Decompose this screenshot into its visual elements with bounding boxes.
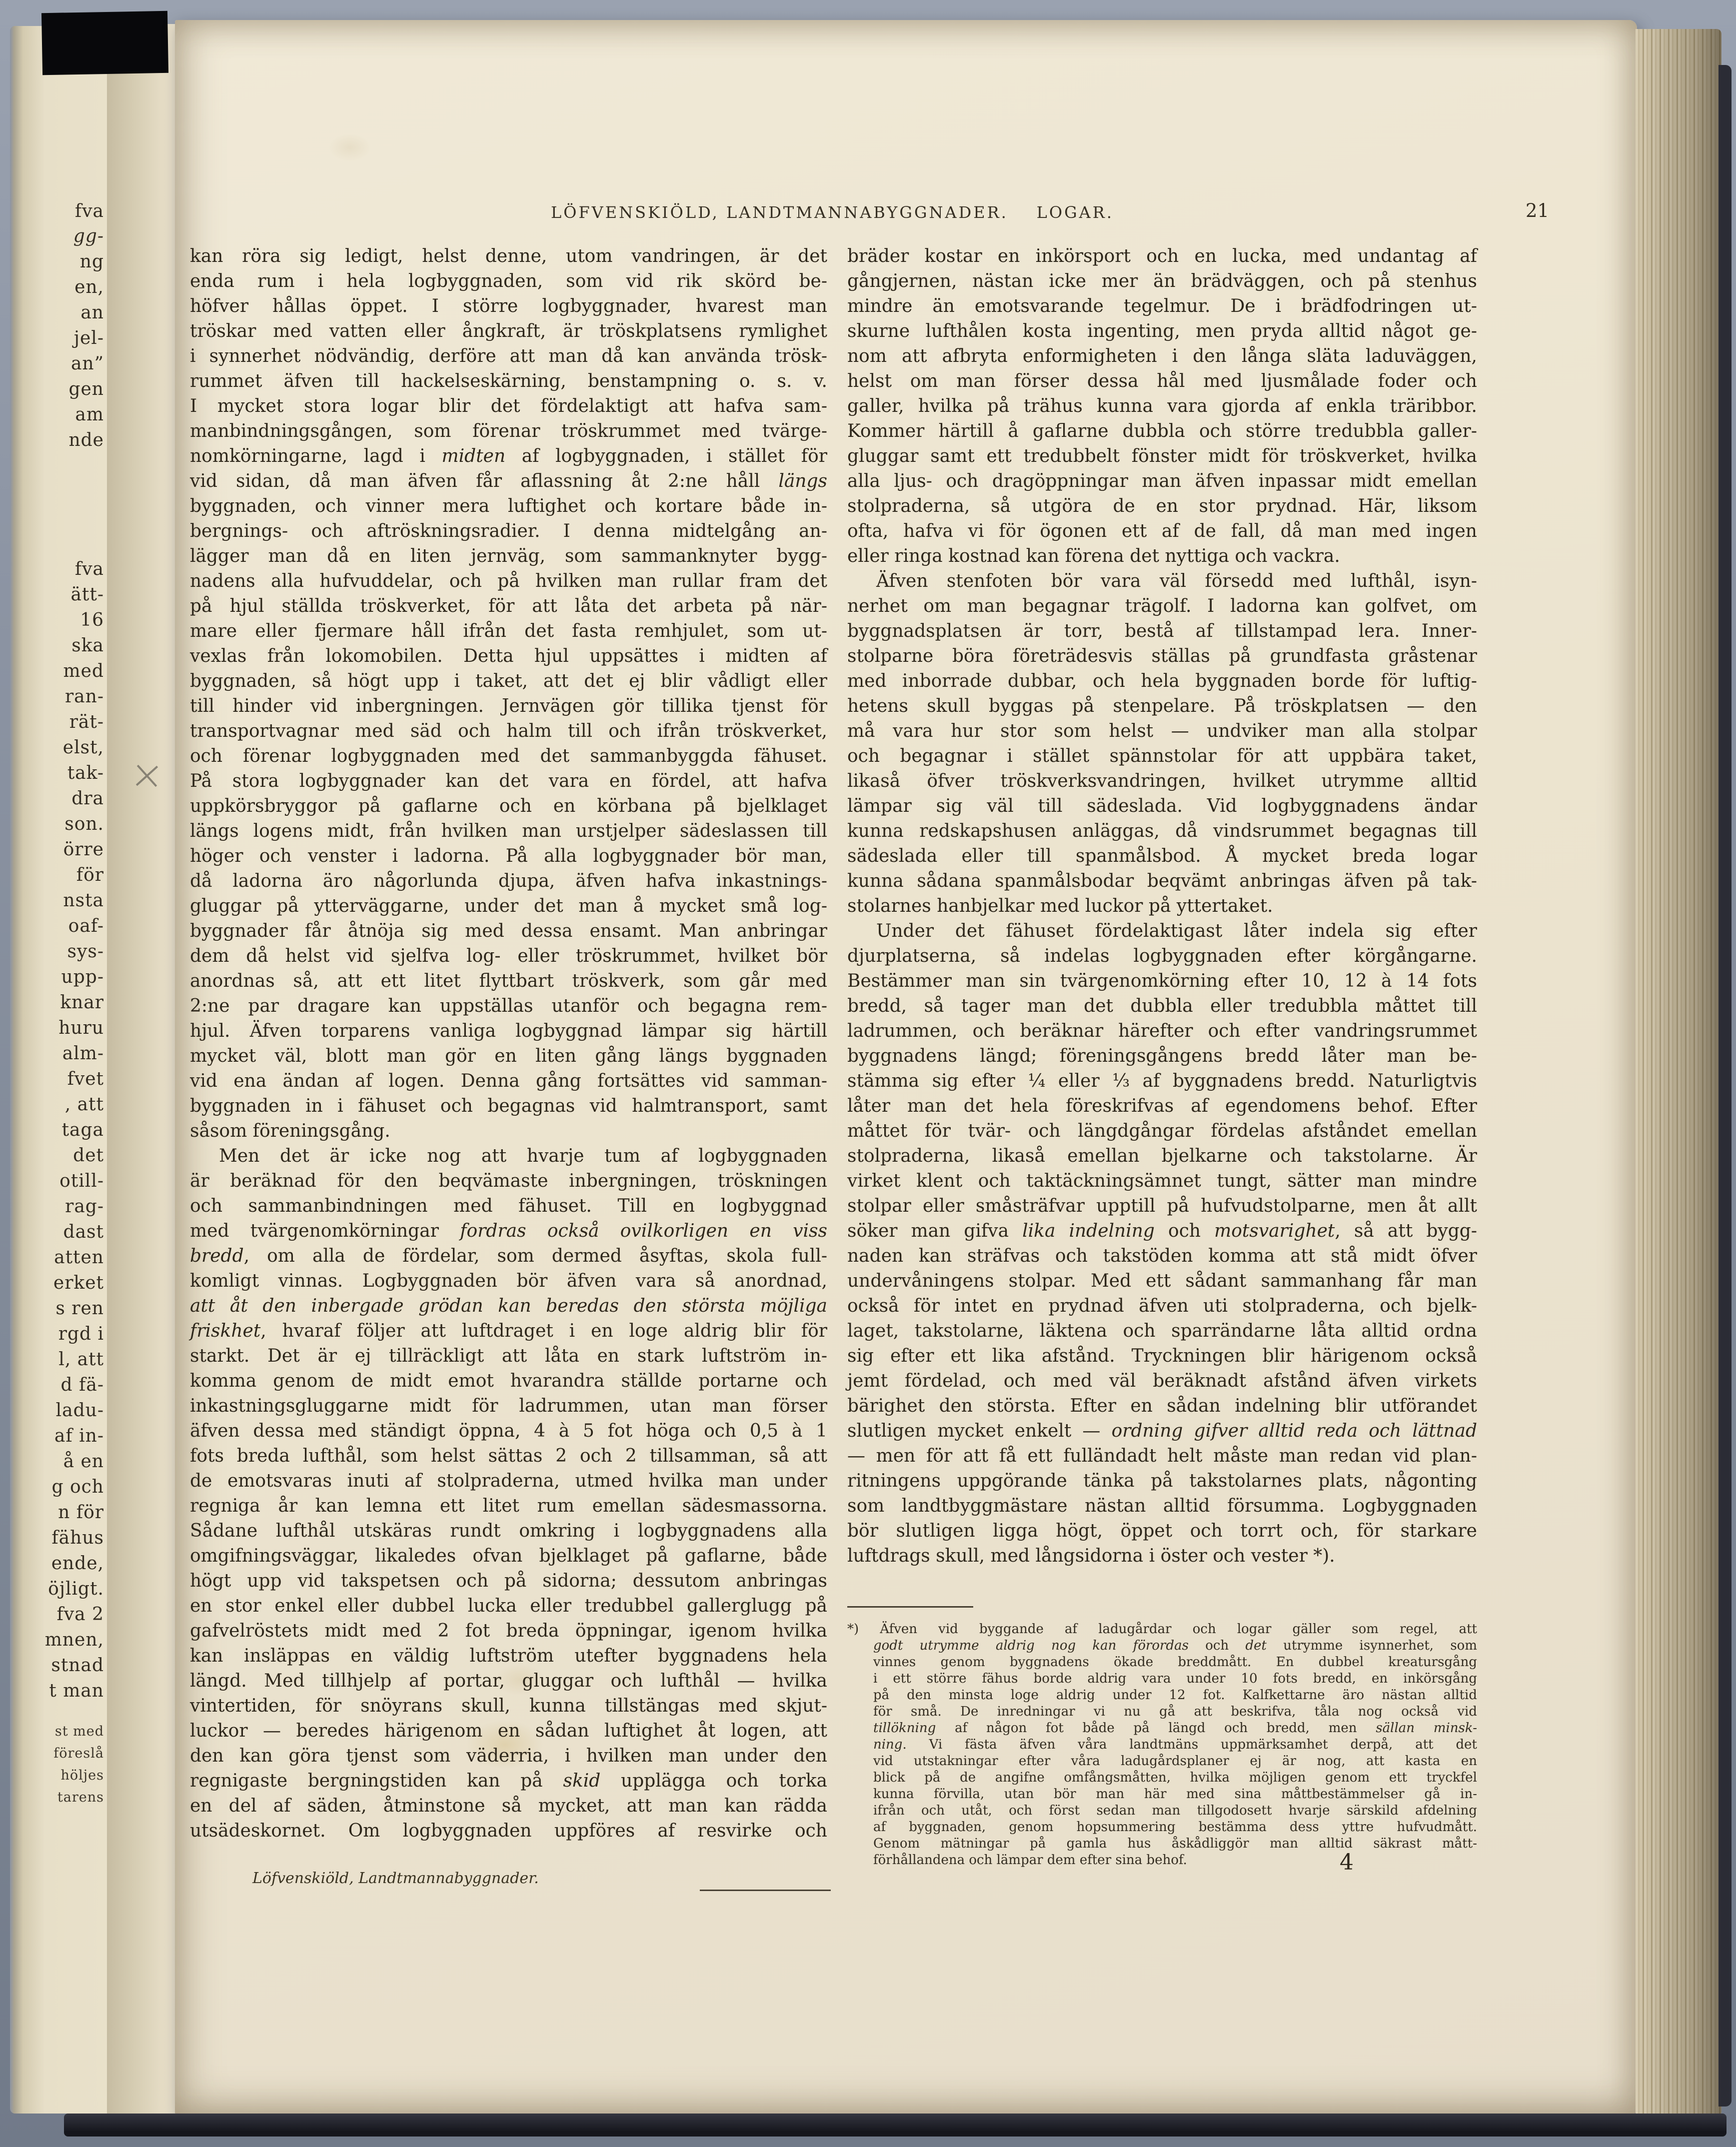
text-line: helst om man förser dessa hål med ljusmålade foder och	[847, 371, 1477, 391]
text-line: likaså öfver tröskverksvandringen, hvilket utrymme alltid	[847, 771, 1477, 791]
margin-fragment: tak-	[67, 763, 104, 783]
text-line: Sådane lufthål utskäras rundt omkring i logbyggnadens alla	[190, 1521, 827, 1541]
text-line: byggnadens längd; föreningsgångens bredd låter man be-	[847, 1046, 1477, 1066]
margin-fragment: 16	[80, 610, 104, 630]
text-line: kunna sådana spanmålsbodar beqvämt anbringas äfven på tak-	[847, 871, 1477, 891]
margin-fragment: an	[80, 302, 104, 323]
text-line: hetens skull byggas på stenpelare. På tröskplatsen — den	[847, 696, 1477, 716]
margin-fragment: rgd i	[58, 1324, 104, 1344]
book-gutter	[107, 24, 178, 2115]
text-line: nadens alla hufvuddelar, och på hvilken man rullar fram det	[190, 571, 827, 591]
text-line: vid utstakningar efter våra ladugårdsplaner ej är nog, att kasta en	[873, 1754, 1477, 1769]
text-line: också för intet en prydnad äfven uti stolpraderna, och bjelk-	[847, 1296, 1477, 1316]
margin-fragment: fähus	[51, 1528, 104, 1548]
text-line: till hinder vid inbergningen. Jernvägen gör tillika tjenst för	[190, 696, 827, 716]
text-line: söker man gifva lika indelning och motsvarighet, så att bygg-	[847, 1221, 1477, 1241]
text-line: *) Äfven vid byggande af ladugårdar och logar gäller som regel, att	[847, 1622, 1477, 1637]
text-line: såsom föreningsgång.	[190, 1121, 390, 1141]
margin-fragment: höljes	[60, 1768, 104, 1783]
text-line: På stora logbyggnader kan det vara en fördel, att hafva	[190, 771, 827, 791]
text-line: gluggar på ytterväggarne, under det man å mycket små log-	[190, 896, 827, 916]
text-line: att åt den inbergade grödan kan beredas den största möjliga	[190, 1296, 827, 1316]
margin-fragment: huru	[58, 1018, 104, 1038]
text-line: blick på de angifne omfångsmåtten, hvilka möjligen genom ett tryckfel	[873, 1770, 1477, 1785]
text-line: med tvärgenomkörningar fordras också ovilkorligen en viss	[190, 1221, 827, 1241]
margin-fragment: en,	[74, 277, 104, 297]
margin-fragment: son.	[64, 814, 104, 834]
text-line: virket klent och taktäckningsämnet tungt, sätter man mindre	[847, 1171, 1477, 1191]
text-line: vintertiden, för snöyrans skull, kunna tillstängas med skjut-	[190, 1696, 827, 1716]
margin-fragment: af in-	[54, 1426, 104, 1446]
left-column	[190, 244, 827, 1844]
text-line: för små. De inredningar vi nu gå att beskrifva, tåla nog också vid	[873, 1704, 1477, 1719]
text-line: må vara hur stor som helst — undviker man alla stolpar	[847, 721, 1477, 741]
margin-fragment: ätt-	[70, 584, 104, 605]
text-line: Men det är icke nog att hvarje tum af logbyggnaden	[219, 1146, 827, 1166]
text-line: är beräknad för den beqvämaste inbergningen, tröskningen	[190, 1171, 827, 1191]
text-line: gångjernen, nästan icke mer än brädväggen, och på stenhus	[847, 271, 1477, 291]
margin-fragments	[10, 0, 108, 2147]
text-line: komligt vinnas. Logbyggnaden bör äfven vara så anordnad,	[190, 1271, 827, 1291]
text-line: Äfven stenfoten bör vara väl försedd med lufthål, isyn-	[876, 571, 1477, 591]
text-line: vinnes genom byggnadens ökade breddmått. En dubbel kreatursgång	[873, 1655, 1477, 1670]
text-line: stolparne böra företrädesvis ställas på grundfasta gråstenar	[847, 646, 1477, 666]
margin-fragment: å en	[63, 1451, 104, 1472]
text-line: nom att afbryta enformigheten i den långa släta laduväggen,	[847, 346, 1477, 366]
margin-fragment: med	[63, 661, 104, 681]
text-line: stolpraderna, likaså emellan bjelkarne och takstolarne. Är	[847, 1146, 1477, 1166]
margin-fragment: d fä-	[60, 1375, 104, 1395]
margin-fragment: s ren	[55, 1298, 104, 1319]
text-line: alla ljus- och dragöppningar man äfven inpassar midt emellan	[847, 471, 1477, 491]
text-line: — men för att få ett fulländadt helt måste man redan vid plan-	[847, 1446, 1477, 1466]
text-line: med inborrade dubbar, och hela byggnaden borde för luftig-	[847, 671, 1477, 691]
text-line: gafvelröstets midt med 2 fot breda öppningar, igenom hvilka	[190, 1621, 827, 1641]
margin-fragment: för	[76, 865, 104, 885]
text-line: bärighet den största. Efter en sådan indelning blir utförandet	[847, 1396, 1477, 1416]
photo-black-corner	[41, 11, 168, 75]
text-line: Bestämmer man sin tvärgenomkörning efter 10, 12 à 14 fots	[847, 971, 1477, 991]
text-line: fots breda lufthål, som helst sättas 2 och 2 tillsamman, så att	[190, 1446, 827, 1466]
text-line: vexlas från lokomobilen. Detta hjul uppsättes i midten af	[190, 646, 827, 666]
margin-fragment: taga	[61, 1120, 104, 1140]
margin-fragment: t man	[49, 1681, 104, 1701]
margin-fragment: ende,	[51, 1553, 104, 1574]
fore-edge-pages	[1636, 29, 1722, 2117]
margin-fragment: tarens	[57, 1790, 104, 1805]
text-line: den kan göra tjenst som väderria, i hvilken man under den	[190, 1746, 827, 1766]
text-line: byggnaden, så högt upp i taket, att det ej blir vådligt eller	[190, 671, 827, 691]
text-line: komma genom de midt emot hvarandra ställde portarne och	[190, 1371, 827, 1391]
margin-fragment: fvet	[67, 1069, 104, 1089]
text-line: byggnaden, och vinner mera luftighet och kortare både in-	[190, 496, 827, 516]
text-line: då ladorna äro någorlunda djupa, äfven hafva inkastnings-	[190, 871, 827, 891]
text-line: jemt fördelad, och med väl beräknadt afstånd äfven virkets	[847, 1371, 1477, 1391]
text-line: längd. Med tillhjelp af portar, gluggar och lufthål — hvilka	[190, 1671, 827, 1691]
text-line: luftdrags skull, med långsidorna i öster och vester *).	[847, 1546, 1335, 1566]
margin-fragment: g och	[51, 1477, 104, 1497]
margin-fragment: upp-	[61, 967, 104, 987]
margin-fragment: stnad	[51, 1655, 104, 1676]
text-line: byggnaden in i fähuset och begagnas vid halmtransport, samt	[190, 1096, 827, 1116]
text-line: längs logens midt, från hvilken man urstjelper sädeslassen till	[190, 821, 827, 841]
text-line: inkastningsgluggarne midt för ladrummen, utan man förser	[190, 1396, 827, 1416]
text-line: tillökning af någon fot både på längd och bredd, men sällan minsk-	[873, 1721, 1477, 1736]
text-line: höfver hållas öppet. I större logbyggnader, hvarest man	[190, 296, 827, 316]
margin-fragment: fva 2	[56, 1604, 104, 1625]
end-rule	[700, 1890, 831, 1891]
text-line: luckor — beredes härigenom en sådan luftighet åt logen, att	[190, 1721, 827, 1741]
margin-fragment: ska	[71, 635, 104, 656]
text-line: bredd, om alla de fördelar, som dermed åsyftas, skola full-	[190, 1246, 827, 1266]
text-line: regnigaste bergningstiden kan på skid upplägga och torka	[190, 1771, 827, 1791]
margin-fragment: jel-	[73, 328, 104, 348]
text-line: lämpar sig väl till sädeslada. Vid logbyggnadens ändar	[847, 796, 1477, 816]
text-line: ifrån och utåt, och först sedan man tillgodosett hvarje särskild afdelning	[873, 1803, 1477, 1818]
margin-fragment: fva	[74, 559, 104, 579]
text-line: godt utrymme aldrig nog kan förordas och det utrymme isynnerhet, som	[873, 1638, 1477, 1653]
margin-fragment: otill-	[59, 1171, 104, 1191]
text-line: kan insläppas en väldig luftström utefter byggnadens hela	[190, 1646, 827, 1666]
text-line: vid ena ändan af logen. Denna gång fortsättes vid samman-	[190, 1071, 827, 1091]
text-line: bergnings- och aftröskningsradier. I denna midtelgång an-	[190, 521, 827, 541]
text-line: lägger man då en liten jernväg, som sammanknyter bygg-	[190, 546, 827, 566]
text-line: manbindningsgången, som förenar tröskrummet med tvärge-	[190, 421, 827, 441]
text-line: byggnader får åtnöja sig med dessa ensamt. Man anbringar	[190, 921, 827, 941]
text-line: laget, takstolarne, läktena och sparrändarne låta alltid ordna	[847, 1321, 1477, 1341]
text-line: i synnerhet nödvändig, derföre att man då kan använda trösk-	[190, 346, 827, 366]
text-line: och begagnar i stället spännstolar för att uppbära taket,	[847, 746, 1477, 766]
text-line: bör slutligen ligga högt, öppet och torrt och, för starkare	[847, 1521, 1477, 1541]
text-line: skurne lufthålen kosta ingenting, men pryda alltid något ge-	[847, 321, 1477, 341]
text-line: och förenar logbyggnaden med det sammanbyggda fähuset.	[190, 746, 827, 766]
text-line: på den minsta loge aldrig under 12 fot. Kalfkettarne äro nästan alltid	[873, 1688, 1477, 1703]
text-line: höger och venster i ladorna. På alla logbyggnader bör man,	[190, 846, 827, 866]
text-line: Genom mätningar på gamla hus åskådliggör man alltid säkrast mått-	[873, 1836, 1477, 1851]
text-line: ofta, hafva vi för ögonen ett af de fall, då man med ingen	[847, 521, 1477, 541]
margin-fragment: nde	[68, 430, 104, 450]
text-line: måttet för tvär- och längdgångar fördelas afståndet emellan	[847, 1121, 1477, 1141]
text-line: på hjul ställda tröskverket, för att låta det arbeta på när-	[190, 596, 827, 616]
margin-fragment: sys-	[67, 941, 104, 962]
text-line: en del af säden, åtminstone så mycket, att man kan rädda	[190, 1796, 827, 1816]
text-line: Kommer härtill å gaflarne dubbla och större tredubbla galler-	[847, 421, 1477, 441]
margin-fragment: örre	[63, 839, 104, 860]
text-line: 2:ne par dragare kan uppställas utanför och begagna rem-	[190, 996, 827, 1016]
margin-fragment: gen	[68, 379, 104, 399]
text-line: Under det fähuset fördelaktigast låter indela sig efter	[876, 921, 1477, 941]
text-line: I mycket stora logar blir det fördelaktigt att hafva sam-	[190, 396, 827, 416]
text-line: dem då helst vid sjelfva log- eller tröskrummet, hvilket bör	[190, 946, 827, 966]
running-head: LÖFVENSKIÖLD, LANDTMANNABYGGNADER. LOGAR.	[550, 203, 1114, 222]
text-line: stolpar eller småsträfvar upptill på hufvudstolparne, men åt allt	[847, 1196, 1477, 1216]
text-line: anordnas så, att ett litet flyttbart tröskverk, som går med	[190, 971, 827, 991]
text-line: ning. Vi fästa äfven våra landtmäns uppmärksamhet derpå, att det	[873, 1737, 1477, 1752]
text-line: stolpraderna, så utgöra de en stor prydnad. Här, liksom	[847, 496, 1477, 516]
margin-fragment: ng	[79, 251, 104, 272]
text-line: friskhet, hvaraf följer att luftdraget i en loge aldrig blir för	[190, 1321, 827, 1341]
margin-fragment: knar	[60, 992, 104, 1013]
text-line: tröskar med vatten eller ångkraft, är tröskplatsens rymlighet	[190, 321, 827, 341]
gathering-mark: 4	[1340, 1850, 1354, 1875]
text-line: äfven dessa med ständigt öppna, 4 à 5 fot höga och 0,5 à 1	[190, 1421, 827, 1441]
text-line: undervåningens stolpar. Med ett sådant sammanhang får man	[847, 1271, 1477, 1291]
text-line: de emotsvaras inuti af stolpraderna, utmed hvilka man under	[190, 1471, 827, 1491]
text-line: djurplatserna, så indelas logbyggnaden efter körgångarne.	[847, 946, 1477, 966]
text-line: som landtbyggmästare nästan alltid försumma. Logbyggnaden	[847, 1496, 1477, 1516]
text-line: låter man det hela föreskrifvas af egendomens behof. Efter	[847, 1096, 1477, 1116]
footnote-rule	[847, 1606, 973, 1608]
text-line: utsädeskornet. Om logbyggnaden uppföres af resvirke och	[190, 1821, 827, 1841]
margin-fragment: ladu-	[55, 1400, 104, 1421]
text-line: transportvagnar med säd och halm till och ifrån tröskverket,	[190, 721, 827, 741]
text-line: stämma sig efter ¼ eller ⅓ af byggnadens bredd. Naturligtvis	[847, 1071, 1477, 1091]
margin-fragment: erket	[53, 1273, 104, 1293]
text-line: mare eller fjermare håll ifrån det fasta remhjulet, som ut-	[190, 621, 827, 641]
printer-signature: Löfvenskiöld, Landtmannabyggnader.	[252, 1870, 539, 1887]
text-line: byggnadsplatsen är torr, bestå af tillstampad lera. Inner-	[847, 621, 1477, 641]
margin-fragment: dra	[71, 788, 104, 809]
margin-fragment: am	[75, 404, 104, 425]
text-line: omgifningsväggar, likaledes ofvan bjelklaget på gaflarne, både	[190, 1546, 827, 1566]
margin-fragment: alm-	[62, 1043, 104, 1064]
text-line: ladrummen, och beräknar härefter och efter vandringsrummet	[847, 1021, 1477, 1041]
footnote	[847, 1621, 1477, 1869]
text-line: mycket väl, blott man gör en liten gång längs byggnaden	[190, 1046, 827, 1066]
text-line: i ett större fähus borde aldrig vara under 10 fots bredd, en inkörsgång	[873, 1671, 1477, 1686]
text-line: kunna förvilla, utan bör man här med sina måttbestämmelser gå in-	[873, 1787, 1477, 1802]
pencil-x-mark	[134, 763, 160, 789]
book-cover-right-icon	[1719, 65, 1732, 2107]
margin-fragment: gg-	[73, 226, 104, 246]
text-line: mindre än emotsvarande tegelmur. De i brädfodringen ut-	[847, 296, 1477, 316]
text-line: galler, hvilka på trähus kunna vara gjorda af enkla träribbor.	[847, 396, 1477, 416]
text-line: bredd, så tager man det dubbla eller tredubbla måttet till	[847, 996, 1477, 1016]
text-line: enda rum i hela logbyggnaden, som vid rik skörd be-	[190, 271, 827, 291]
text-line: kunna redskapshusen anläggas, då vindsrummet begagnas till	[847, 821, 1477, 841]
margin-fragment: atten	[54, 1247, 104, 1268]
text-line: regniga år kan lemna ett litet rum emellan sädesmassorna.	[190, 1496, 827, 1516]
margin-fragment: elst,	[62, 737, 104, 758]
margin-fragment: mnen,	[44, 1630, 104, 1650]
text-line: vid sidan, då man äfven får aflassning åt 2:ne håll längs	[190, 471, 827, 491]
margin-fragment: , att	[64, 1094, 104, 1115]
text-line: kan röra sig ledigt, helst denne, utom vandringen, är det	[190, 246, 827, 266]
text-line: uppkörsbryggor på gaflarne och en körbana på bjelklaget	[190, 796, 827, 816]
margin-fragment: oaf-	[68, 916, 104, 936]
text-line: sädeslada eller till spanmålsbod. Å mycket breda logar	[847, 846, 1477, 866]
text-line: stolarnes hanbjelkar med luckor på yttertaket.	[847, 896, 1273, 916]
book-page	[175, 20, 1637, 2116]
text-line: en stor enkel eller dubbel lucka eller tredubbel gallerglugg på	[190, 1596, 827, 1616]
margin-fragment: rag-	[65, 1196, 104, 1217]
text-line: starkt. Det är ej tillräckligt att låta en stark luftström in-	[190, 1346, 827, 1366]
text-line: gluggar samt ett tredubbelt fönster midt för tröskverket, hvilka	[847, 446, 1477, 466]
margin-fragment: st med	[54, 1724, 104, 1739]
margin-fragment: dast	[63, 1222, 104, 1242]
margin-fragment: öjligt.	[48, 1579, 104, 1599]
text-line: sig efter ett lika afstånd. Tryckningen blir härigenom också	[847, 1346, 1477, 1366]
text-line: rummet äfven till hackelseskärning, benstampning o. s. v.	[190, 371, 827, 391]
text-line: slutligen mycket enkelt — ordning gifver alltid reda och lättnad	[847, 1421, 1477, 1441]
margin-fragment: n för	[58, 1502, 104, 1523]
text-line: hjul. Äfven torparens vanliga logbyggnad lämpar sig härtill	[190, 1021, 827, 1041]
margin-fragment: nsta	[63, 890, 104, 911]
page-number: 21	[1526, 200, 1550, 221]
margin-fragment: l, att	[58, 1349, 104, 1370]
text-line: eller ringa kostnad kan förena det nyttiga och vackra.	[847, 546, 1340, 566]
margin-fragment: rät-	[69, 712, 104, 732]
right-column	[847, 244, 1477, 1569]
book-cover-bottom	[64, 2114, 1727, 2137]
margin-fragment: an”	[70, 353, 104, 374]
text-line: nomkörningarne, lagd i midten af logbyggnaden, i stället för	[190, 446, 828, 466]
text-line: naden kan sträfvas och takstöden komma att stå midt öfver	[847, 1246, 1477, 1266]
margin-fragment: föreslå	[53, 1746, 104, 1761]
text-line: förhållandena och lämpar dem efter sina behof.	[873, 1853, 1187, 1868]
text-line: högt upp vid takspetsen och på sidorna; dessutom anbringas	[190, 1571, 827, 1591]
text-line: nerhet om man begagnar trägolf. I ladorna kan golfvet, om	[847, 596, 1477, 616]
margin-fragment: fva	[74, 201, 104, 221]
text-line: ritningens uppgörande tänka på takstolarnes plats, någonting	[847, 1471, 1477, 1491]
margin-fragment: ran-	[64, 686, 104, 707]
margin-fragment: det	[73, 1145, 104, 1166]
text-line: bräder kostar en inkörsport och en lucka, med undantag af	[847, 246, 1477, 266]
text-line: och sammanbindningen med fähuset. Till en logbyggnad	[190, 1196, 827, 1216]
text-line: af byggnaden, genom hopsummering bestämma dess yttre hufvudmått.	[873, 1820, 1477, 1835]
